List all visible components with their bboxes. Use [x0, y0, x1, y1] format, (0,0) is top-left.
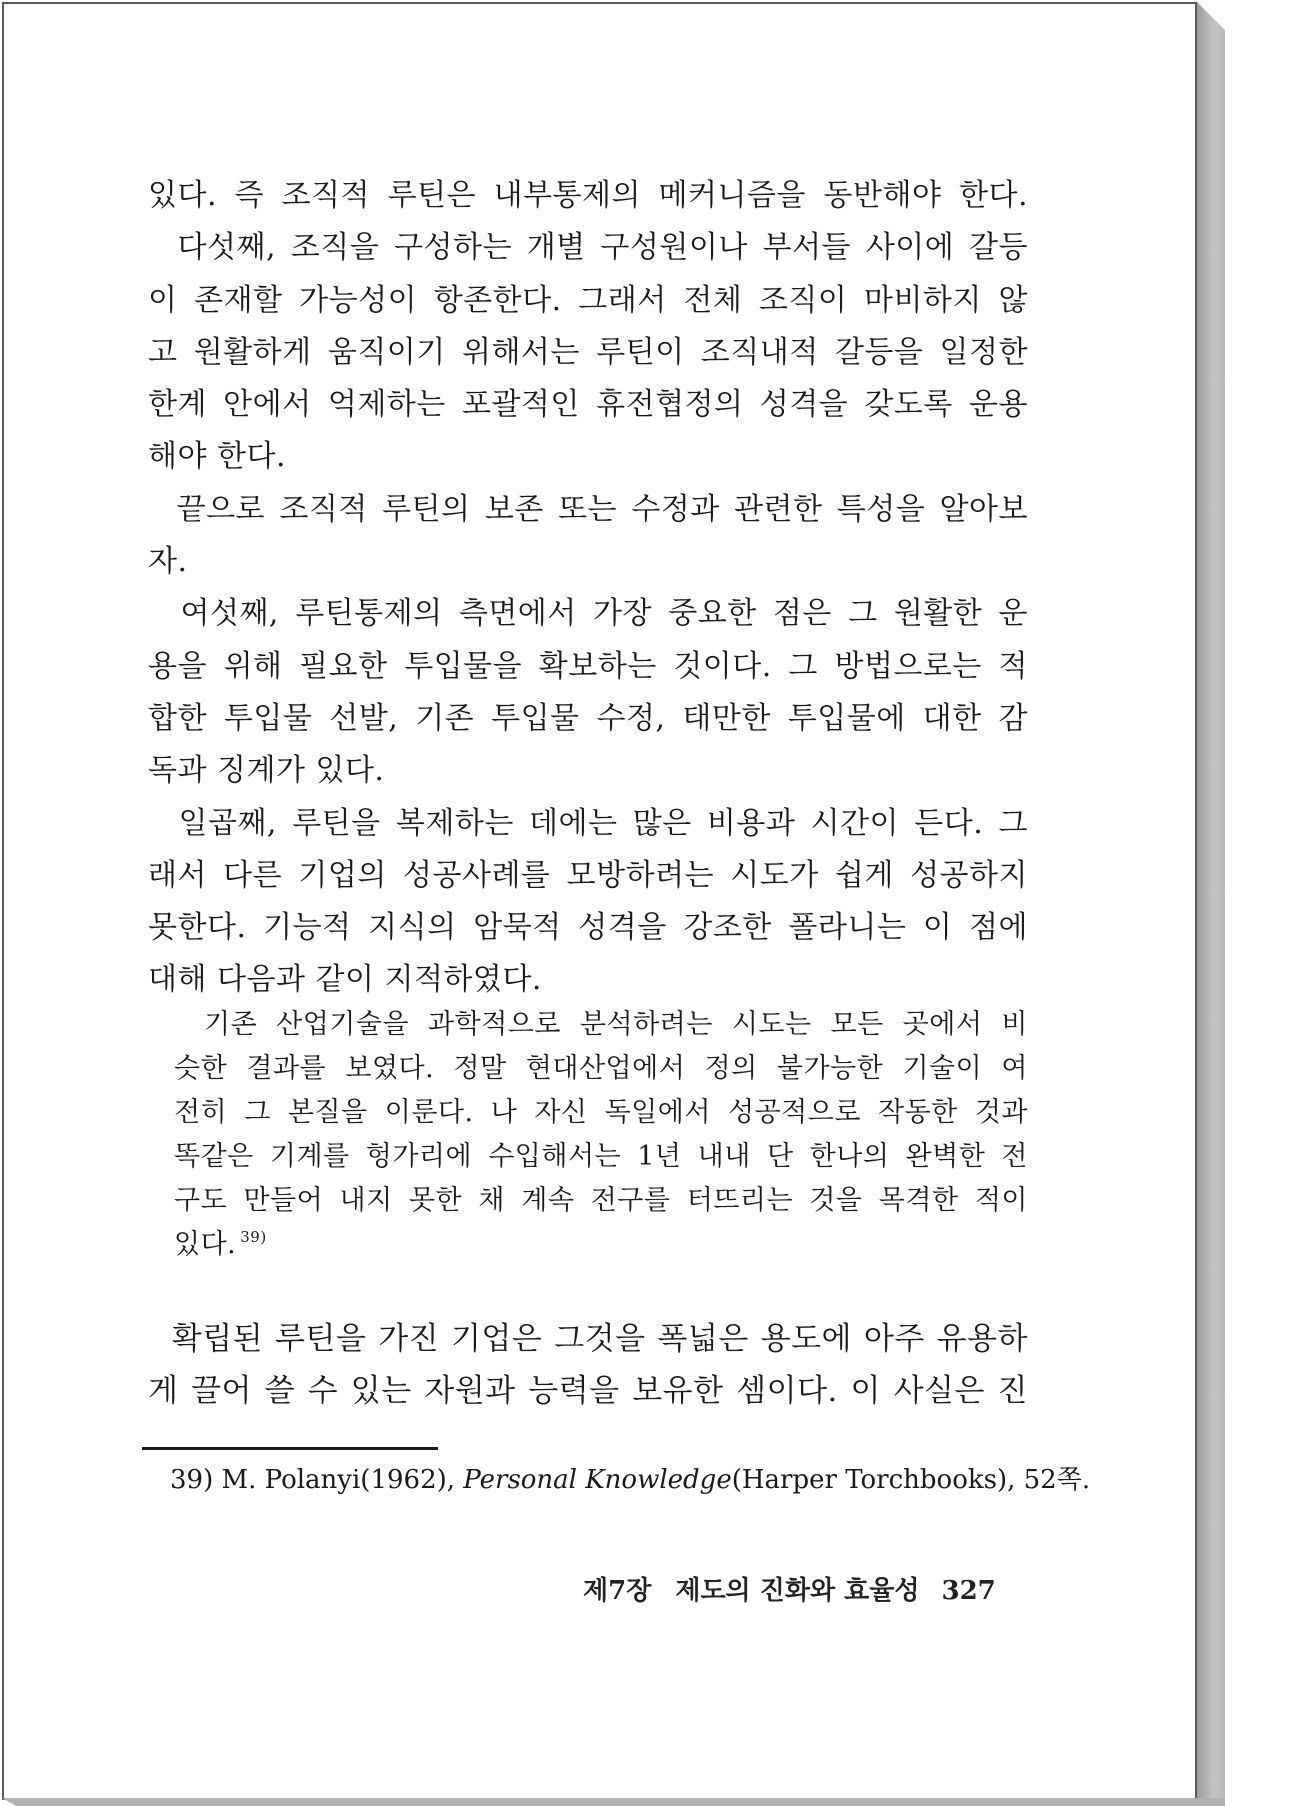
quote-line: 똑같은 기계를 헝가리에 수입해서는 1년 내내 단 한나의 완벽한 전 [174, 1141, 1028, 1172]
page-number: 327 [941, 1576, 996, 1606]
body-line: 있다. 즉 조직적 루틴은 내부통제의 메커니즘을 동반해야 한다. [148, 178, 1028, 213]
body-line: 고 원활하게 움직이기 위해서는 루틴이 조직내적 갈등을 일정한 [148, 334, 1028, 370]
body-line: 이 존재할 가능성이 항존한다. 그래서 전체 조직이 마비하지 않 [148, 282, 1028, 318]
footnote-ref[interactable]: 39) [240, 1228, 267, 1246]
body-line: 게 끌어 쓸 수 있는 자원과 능력을 보유한 셈이다. 이 사실은 진 [148, 1373, 1028, 1410]
chapter-number: 제7장 [583, 1576, 652, 1606]
body-line: 해야 한다. [148, 439, 286, 475]
body-line: 용을 위해 필요한 투입물을 확보하는 것이다. 그 방법으로는 적 [148, 648, 1028, 684]
page-edge-bottom [2, 1798, 1225, 1806]
block-quote [174, 1003, 1028, 1267]
body-line: 못한다. 기능적 지식의 암묵적 성격을 강조한 폴라니는 이 점에 [148, 910, 1028, 946]
body-line: 여섯째, 루틴통제의 측면에서 가장 중요한 점은 그 원활한 운 [148, 596, 1028, 632]
quote-line: 슷한 결과를 보였다. 정말 현대산업에서 정의 불가능한 기술이 여 [174, 1053, 1028, 1084]
body-line: 일곱째, 루틴을 복제하는 데에는 많은 비용과 시간이 든다. 그 [148, 805, 1028, 841]
body-line: 한계 안에서 억제하는 포괄적인 휴전협정의 성격을 갖도록 운용 [148, 387, 1028, 423]
body-line: 합한 투입물 선발, 기존 투입물 수정, 태만한 투입물에 대한 감 [148, 700, 1028, 736]
body-line: 자. [148, 544, 188, 580]
body-line: 래서 다른 기업의 성공사례를 모방하려는 시도가 쉽게 성공하지 [148, 857, 1028, 893]
footnote [170, 1460, 1090, 1500]
quote-line: 전히 그 본질을 이룬다. 나 자신 독일에서 성공적으로 작동한 것과 [174, 1097, 1028, 1128]
footnote-number: 39) [170, 1465, 214, 1495]
quote-line: 기존 산업기술을 과학적으로 분석하려는 시도는 모든 곳에서 비 [204, 1009, 1028, 1040]
body-line: 독과 징계가 있다. [148, 753, 385, 789]
quote-line: 구도 만들어 내지 못한 채 계속 전구를 터뜨리는 것을 목격한 적이 [174, 1185, 1028, 1216]
body-line: 대해 다음과 같이 지적하였다. [148, 962, 542, 998]
footnote-rest: (Harper Torchbooks), 52쪽. [731, 1465, 1091, 1495]
body-line: 확립된 루틴을 가진 기업은 그것을 폭넓은 용도에 아주 유용하 [148, 1321, 1028, 1357]
chapter-title: 제도의 진화와 효율성 [675, 1576, 920, 1606]
body-text [148, 170, 1028, 1007]
running-footer [583, 1571, 996, 1611]
body-line: 다섯째, 조직을 구성하는 개별 구성원이나 부서들 사이에 갈등 [148, 230, 1028, 266]
quote-line-text: 있다. [174, 1229, 237, 1260]
closing-paragraph [148, 1313, 1028, 1418]
footnote-divider [142, 1447, 438, 1450]
page-edge-shadow [1197, 2, 1225, 1800]
footnote-title: Personal Knowledge [463, 1465, 732, 1495]
quote-line-last [174, 1223, 1028, 1267]
footnote-author: M. Polanyi(1962), [221, 1465, 456, 1495]
body-line: 끝으로 조직적 루틴의 보존 또는 수정과 관련한 특성을 알아보 [148, 491, 1028, 527]
